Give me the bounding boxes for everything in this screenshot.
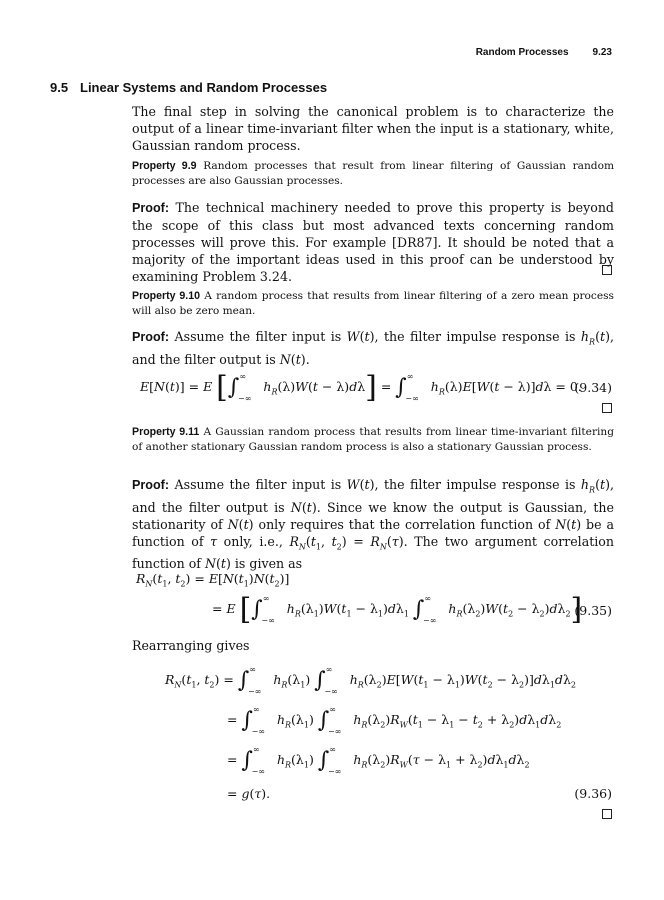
proof-text: Assume the filter input is W(t), the filter impulse response is $h_R(t)$, and the filter output is N(t). Since we know the output is Gaussian, the stationarity of N(t) only requires that the correlation function of N(t) be a function of τ only, i.e., $R_N(t_1$, $t_2) = R_N(\tau)$. The two argument correlation function of N(t) is given as: [132, 477, 615, 572]
proof-text: The technical machinery needed to prove this property is beyond the scope of this class but most advanced texts concerning random processes will prove this. For example [DR87]. It should be noted that a majority of the important ideas used in this proof can be understood by examining Problem 3.24.: [132, 200, 614, 284]
qed-box: [602, 265, 612, 275]
proof-text: Assume the filter input is W(t), the filter impulse response is $h_R(t)$, and the filter output is N(t).: [132, 329, 614, 367]
property-text: A Gaussian random process that results from linear time-invariant filtering of another stationary Gaussian random process is also a stationary Gaussian process.: [132, 426, 614, 453]
property-9-9: [132, 159, 614, 189]
section-heading: [50, 80, 327, 95]
equation-9-36-line-2: = $\int^\infty_{-\infty}$ $h_R(\lambda_1)$ $\int^\infty_{-\infty}$ $h_R(\lambda_2)R_W(t_1 - \lambda_1 - t_2 + \lambda_2)d\lambda_1d\lambda_2$: [227, 705, 562, 736]
equation-number: (9.35): [574, 603, 612, 618]
qed-box: [602, 403, 612, 413]
property-label: Property 9.9: [132, 160, 197, 172]
running-header: [452, 47, 612, 58]
property-label: Property 9.10: [132, 290, 200, 302]
equation-9-34: E[N(t)] = E [$\int^\infty_{-\infty}$ $h_R(\lambda)W(t - \lambda)d\lambda] = \int^\infty_{-\infty}$ $h_R(\lambda)E[W(t - \lambda)]d\lambda = 0$.: [140, 370, 582, 405]
qed-box: [602, 809, 612, 819]
proof-label: Proof:: [132, 478, 170, 492]
proof-3: [132, 476, 614, 572]
equation-9-36-line-3: = $\int^\infty_{-\infty}$ $h_R(\lambda_1)$ $\int^\infty_{-\infty}$ $h_R(\lambda_2)R_W(\tau - \lambda_1 + \lambda_2)d\lambda_1d\lambda_2$: [227, 745, 530, 776]
equation-9-36-line-1: $R_N(t_1$, $t_2) = \int^\infty_{-\infty}$ $h_R(\lambda_1)$ $\int^\infty_{-\infty}$ $h_R(\lambda_2)E[W(t_1 - \lambda_1)W(t_2 - \lambda_2)]d\lambda_1d\lambda_2$: [165, 665, 576, 696]
property-9-10: [132, 289, 614, 319]
header-title: Random Processes: [475, 47, 569, 58]
proof-2: [132, 328, 614, 368]
rearranging-text: Rearranging gives: [132, 638, 250, 653]
property-text: A random process that results from linear filtering of a zero mean process will also be zero mean.: [132, 290, 614, 317]
proof-label: Proof:: [132, 330, 170, 344]
intro-paragraph: The final step in solving the canonical problem is to characterize the output of a linear time-invariant filter when the input is a stationary, white, Gaussian random process.: [132, 104, 614, 153]
equation-number: (9.34): [574, 380, 612, 395]
equation-9-35-line-2: = E [$\int^\infty_{-\infty}$ $h_R(\lambda_1)W(t_1 - \lambda_1)d\lambda_1$ $\int^\infty_{-\infty}$ $h_R(\lambda_2)W(t_2 - \lambda_2)d\lambda_2$]: [212, 592, 583, 627]
equation-9-35-line-1: $R_N(t_1$, $t_2) = E[N(t_1)N(t_2)]$: [136, 571, 290, 589]
equation-number: (9.36): [574, 786, 612, 801]
property-9-11: [132, 425, 614, 455]
section-number: 9.5: [50, 80, 69, 95]
equation-9-36-line-4: = g(τ).: [227, 786, 271, 801]
header-page-number: 9.23: [592, 47, 612, 58]
property-text: Random processes that result from linear filtering of Gaussian random processes are also Gaussian processes.: [132, 160, 614, 187]
proof-label: Proof:: [132, 201, 170, 215]
proof-1: [132, 199, 614, 285]
section-title: Linear Systems and Random Processes: [80, 80, 328, 95]
property-label: Property 9.11: [132, 426, 200, 438]
